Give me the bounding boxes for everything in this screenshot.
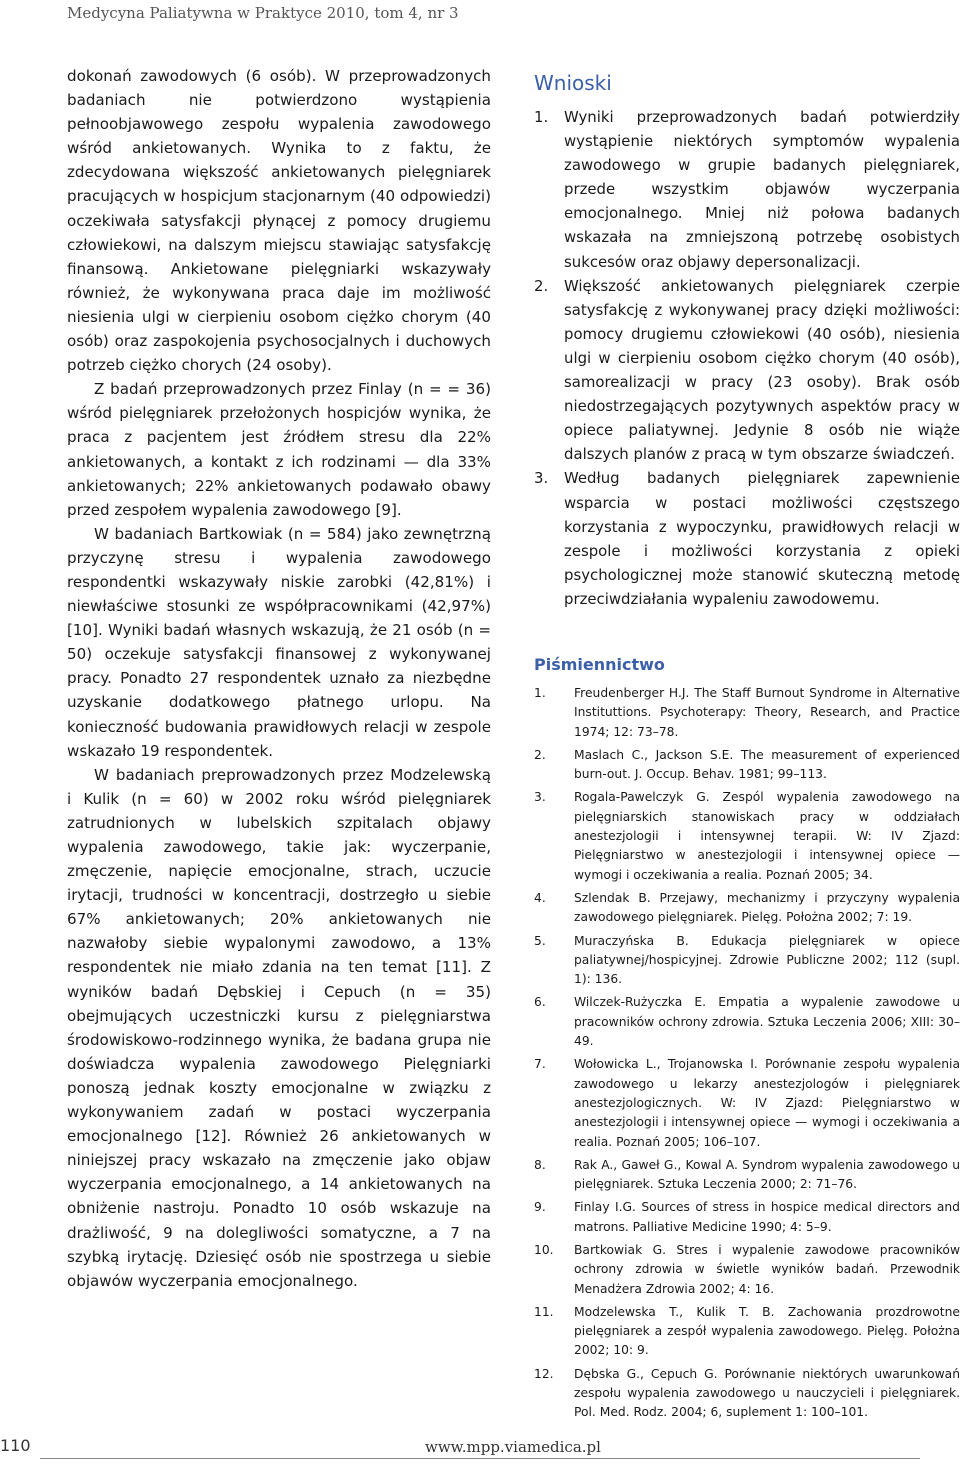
- conclusion-item: [534, 466, 960, 611]
- reference-item: [534, 1303, 960, 1361]
- reference-text: Maslach C., Jackson S.E. The measurement of experienced burn-out. J. Occup. Behav. 1981; 99–113.: [574, 747, 960, 782]
- reference-item: [534, 1365, 960, 1423]
- reference-number: 7.: [534, 1057, 546, 1072]
- conclusions-heading: Wnioski: [534, 71, 612, 95]
- body-paragraph-2: Z badań przeprowadzonych przez Finlay (n = = 36) wśród pielęgniarek przełożonych hospicjów wynika, że praca z pacjentem jest źródłem stresu dla 22% ankietowanych, a kontakt z ich rodzinami — dla 33% ankietowanych; 22% ankietowanych podawało obawy przed zespołem wypalenia zawodowego [9].: [67, 380, 491, 519]
- conclusion-text: Większość ankietowanych pielęgniarek czerpie satysfakcję z wykonywanej pracy dzięki możliwości: pomocy drugiemu człowiekowi (40 osób), niesienia ulgi w cierpieniu osobom ciężko chorym (40 osób), samorealizacji w pracy (23 osoby). Brak osób niedostrzegających pozytywnych aspektów pracy w opiece paliatywnej. Jedynie 8 osób nie wiąże dalszych planów z pracą w tym obszarze świadczeń.: [564, 276, 960, 464]
- reference-item: [534, 1241, 960, 1299]
- reference-text: Muraczyńska B. Edukacja pielęgniarek w opiece paliatywnej/hospicyjnej. Zdrowie Publiczne 2002; 112 (supl. 1): 136.: [574, 933, 960, 987]
- reference-number: 5.: [534, 933, 546, 948]
- conclusions-list: [534, 105, 960, 611]
- reference-item: [534, 932, 960, 990]
- conclusion-number: 1.: [534, 108, 549, 126]
- left-column: [67, 64, 491, 1293]
- reference-text: Modzelewska T., Kulik T. B. Zachowania prozdrowotne pielęgniarek a zespół wypalenia zawodowego. Pielęg. Położna 2002; 10: 9.: [574, 1304, 960, 1358]
- reference-number: 3.: [534, 790, 546, 805]
- conclusion-text: Według badanych pielęgniarek zapewnienie wsparcia w postaci możliwości częstszego korzystania z wypoczynku, prawidłowych relacji w zespole i możliwości korzystania z opieki psychologicznej może stanowić skuteczną metodę przeciwdziałania wypaleniu zawodowemu.: [564, 469, 960, 608]
- conclusion-text: Wyniki przeprowadzonych badań potwierdziły wystąpienie niektórych symptomów wypalenia zawodowego w grupie badanych pielęgniarek, przede wszystkim objawów wyczerpania emocjonalnego. Mniej niż połowa badanych wskazała na zmniejszoną potrzebę osobistych sukcesów oraz objawy depersonalizacji.: [564, 108, 960, 271]
- reference-number: 9.: [534, 1200, 546, 1215]
- running-title: Medycyna Paliatywna w Praktyce 2010, tom 4, nr 3: [67, 4, 459, 22]
- footer-divider: [40, 1458, 920, 1459]
- body-paragraph-4: W badaniach preprowadzonych przez Modzelewską i Kulik (n = 60) w 2002 roku wśród pielęgniarek zatrudnionych w lubelskich szpitalach objawy wypalenia zawodowego, takie jak: wyczerpanie, zmęczenie, napięcie emocjonalne, strach, uczucie irytacji, trudności w koncentracji, dostrzegło u siebie 67% ankietowanych; 20% ankietowanych nie nazwałoby siebie wypalonymi zawodowo, a 13% respondentek nie miało zdania na ten temat [11]. Z wyników badań Dębskiej i Cepuch (n = 35) obejmujących uczestniczki kursu z pielęgniarstwa środowiskowo-rodzinnego wynika, że badana grupa nie doświadcza wypalenia zawodowego Pielęgniarki ponoszą jednak koszty emocjonalne w związku z wykonywaniem zadań w postaci wyczerpania emocjonalnego [12]. Również 26 ankietowanych w niniejszej pracy wskazało na zmęczenie jako objaw wyczerpania emocjonalnego, a 14 ankietowanych na obniżenie nastroju. Ponadto 10 osób wskazuje na drażliwość, 9 na dolegliwości somatyczne, a 7 na szybką irytację. Dziesięć osób nie spostrzega u siebie objawów wyczerpania emocjonalnego.: [67, 765, 491, 1290]
- references-heading: Piśmiennictwo: [534, 654, 665, 674]
- reference-item: [534, 1156, 960, 1195]
- reference-text: Dębska G., Cepuch G. Porównanie niektórych uwarunkowań zespołu wypalenia zawodowego u nauczycieli i pielęgniarek. Pol. Med. Rodz. 2004; 6, suplement 1: 100–101.: [574, 1366, 960, 1420]
- conclusion-number: 2.: [534, 276, 549, 295]
- reference-item: [534, 684, 960, 742]
- reference-number: 1.: [534, 685, 546, 700]
- conclusion-item: [534, 105, 960, 274]
- references-list: [534, 684, 960, 1423]
- reference-item: [534, 788, 960, 884]
- reference-text: Bartkowiak G. Stres i wypalenie zawodowe pracowników ochrony zdrowia w świetle wyników badań. Przewodnik Menadżera Zdrowia 2002; 4: 16.: [574, 1242, 960, 1296]
- reference-text: Wilczek-Rużyczka E. Empatia a wypalenie zawodowe u pracowników ochrony zdrowia. Sztuka Leczenia 2006; XIII: 30–49.: [574, 995, 960, 1049]
- reference-number: 2.: [534, 747, 546, 762]
- body-paragraph-1: dokonań zawodowych (6 osób). W przeprowadzonych badaniach nie potwierdzono wystąpienia pełnoobjawowego zespołu wypalenia zawodowego wśród ankietowanych. Wynika to z faktu, że zdecydowana większość ankietowanych pielęgniarek pracujących w hospicjum stacjonarnym (40 odpowiedzi) oczekiwała satysfakcji płynącej z pomocy drugiemu człowiekowi, na dalszym miejscu stawiając satysfakcję finansową. Ankietowane pielęgniarki wskazywały również, że wykonywana praca daje im możliwość niesienia ulgi w cierpieniu osobom ciężko chorym (40 osób) oraz zaspokojenia psychosocjalnych i duchowych potrzeb ciężko chorych (24 osoby).: [67, 67, 491, 375]
- reference-item: [534, 993, 960, 1051]
- reference-text: Finlay I.G. Sources of stress in hospice medical directors and matrons. Palliative Medicine 1990; 4: 5–9.: [574, 1200, 960, 1234]
- reference-item: [534, 746, 960, 785]
- journal-url[interactable]: www.mpp.viamedica.pl: [425, 1438, 601, 1456]
- reference-item: [534, 1198, 960, 1237]
- reference-item: [534, 889, 960, 928]
- body-paragraph-3: W badaniach Bartkowiak (n = 584) jako zewnętrzną przyczynę stresu i wypalenia zawodowego respondentki wskazywały niskie zarobki (42,81%) i niewłaściwe stosunki ze współpracownikami (42,97%) [10]. Wyniki badań własnych wskazują, że 21 osób (n = 50) oczekuje satysfakcji finansowej z wykonywanej pracy. Ponadto 27 respondentek uznało za niezbędne uzyskanie dodatkowego płatnego urlopu. Na konieczność budowania prawidłowych relacji w zespole wskazało 19 respondentek.: [67, 524, 491, 760]
- reference-item: [534, 1055, 960, 1151]
- reference-text: Freudenberger H.J. The Staff Burnout Syndrome in Alternative Instituttions. Psychoterapy: Theory, Research, and Practice 1974; 12: 73–78.: [574, 685, 960, 739]
- reference-text: Wołowicka L., Trojanowska I. Porównanie zespołu wypalenia zawodowego u lekarzy anestezjologów i pielęgniarek anestezjologicznych. W: IV Zjazd: Pielęgniarstwo w anestezjologii i intensywnej opiece — wymogi i oczekiwania a realia. Poznań 2005; 106–107.: [574, 1057, 960, 1149]
- reference-number: 12.: [534, 1366, 554, 1381]
- reference-number: 6.: [534, 995, 546, 1010]
- right-column: [534, 64, 960, 1427]
- reference-text: Szlendak B. Przejawy, mechanizmy i przyczyny wypalenia zawodowego pielęgniarek. Pielęg. Położna 2002; 7: 19.: [574, 890, 960, 925]
- reference-number: 10.: [534, 1242, 554, 1257]
- reference-number: 4.: [534, 890, 546, 905]
- conclusion-number: 3.: [534, 469, 549, 488]
- reference-text: Rogala-Pawelczyk G. Zespól wypalenia zawodowego na pielęgniarskich stanowiskach pracy w oddziałach anestezjologii i intensywnej terapii. W: IV Zjazd: Pielęgniarstwo w anestezjologii i intensywnej opiece — wymogi i oczekiwania a realia. Poznań 2005; 34.: [574, 790, 960, 882]
- reference-text: Rak A., Gaweł G., Kowal A. Syndrom wypalenia zawodowego u pielęgniarek. Sztuka Leczenia 2000; 2: 71–76.: [574, 1157, 960, 1192]
- reference-number: 11.: [534, 1304, 554, 1319]
- page-number: 110: [0, 1436, 31, 1455]
- conclusion-item: [534, 274, 960, 467]
- reference-number: 8.: [534, 1157, 546, 1172]
